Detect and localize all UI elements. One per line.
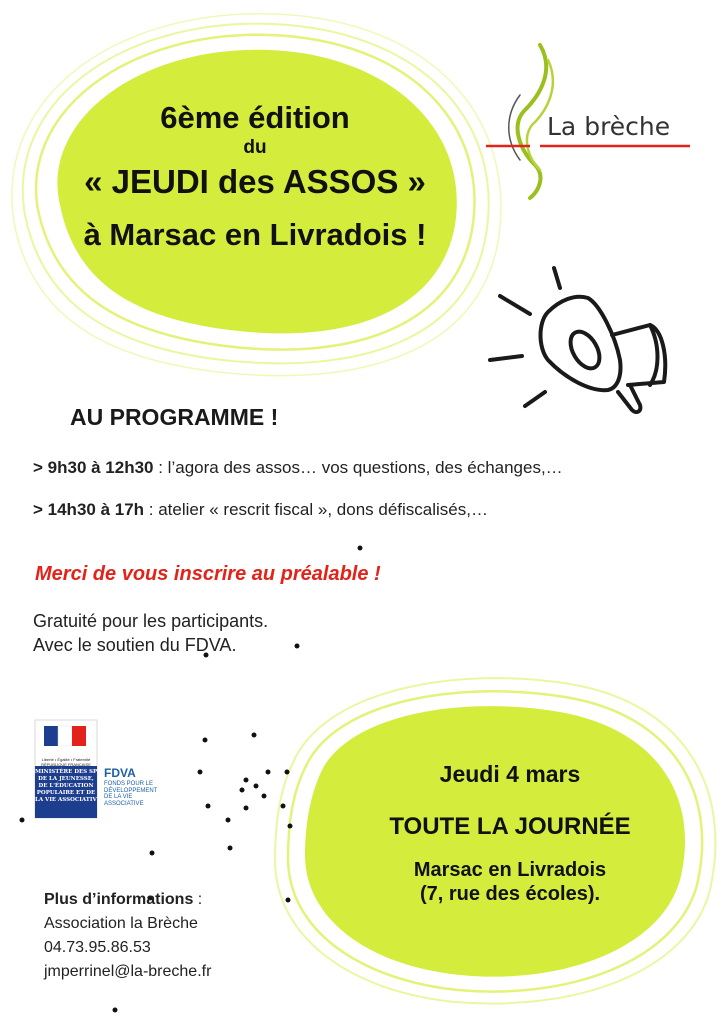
event-venue: Marsac en Livradois xyxy=(413,859,607,881)
notes-block xyxy=(33,609,268,657)
event-place: à Marsac en Livradois ! xyxy=(83,217,427,252)
program-item-afternoon xyxy=(33,500,488,520)
event-duration: TOUTE LA JOURNÉE xyxy=(389,813,631,840)
du-text: du xyxy=(243,137,267,158)
contact-phone: 04.73.95.86.53 xyxy=(44,939,151,956)
logo-text: La brèche xyxy=(547,112,671,141)
event-address: (7, rue des écoles). xyxy=(419,883,601,905)
contact-email: jmperrinel@la-breche.fr xyxy=(44,963,212,980)
ministry-text: MINISTÈRE DES SPORTS, DE LA JEUNESSE, DE L'ÉDUCATION POPULAIRE ET DE LA VIE ASSOCIATIVE xyxy=(35,769,117,803)
fdva-logo-text: FDVA xyxy=(104,766,136,780)
contact-label: Plus d’informations xyxy=(44,891,194,908)
event-title-block xyxy=(20,100,490,266)
contact-block xyxy=(44,888,211,984)
edition-text: 6ème édition xyxy=(160,100,350,135)
program-item-desc: : l’agora des assos… vos questions, des échanges,… xyxy=(153,458,563,477)
support-note: Avec le soutien du FDVA. xyxy=(33,635,237,655)
program-item-time: > 9h30 à 12h30 xyxy=(33,458,154,477)
contact-colon: : xyxy=(193,891,203,908)
megaphone-icon xyxy=(490,268,665,412)
date-block xyxy=(340,756,680,906)
event-day: Jeudi 4 mars xyxy=(439,761,581,787)
contact-org: Association la Brèche xyxy=(44,915,198,932)
event-name: « JEUDI des ASSOS » xyxy=(84,163,426,200)
program-title: AU PROGRAMME ! xyxy=(70,404,279,430)
program-item-desc: : atelier « rescrit fiscal », dons défiscalisés,… xyxy=(144,500,488,519)
program-item-time: > 14h30 à 17h xyxy=(33,500,145,519)
republique-text: Liberté • Égalité • Fraternité RÉPUBLIQUE FRANÇAISE xyxy=(41,757,91,767)
fdva-full-name: FONDS POUR LE DÉVELOPPEMENT DE LA VIE ASSOCIATIVE xyxy=(104,781,158,807)
free-note: Gratuité pour les participants. xyxy=(33,611,269,631)
registration-notice: Merci de vous inscrire au préalable ! xyxy=(35,563,381,585)
program-item-morning xyxy=(33,458,563,478)
